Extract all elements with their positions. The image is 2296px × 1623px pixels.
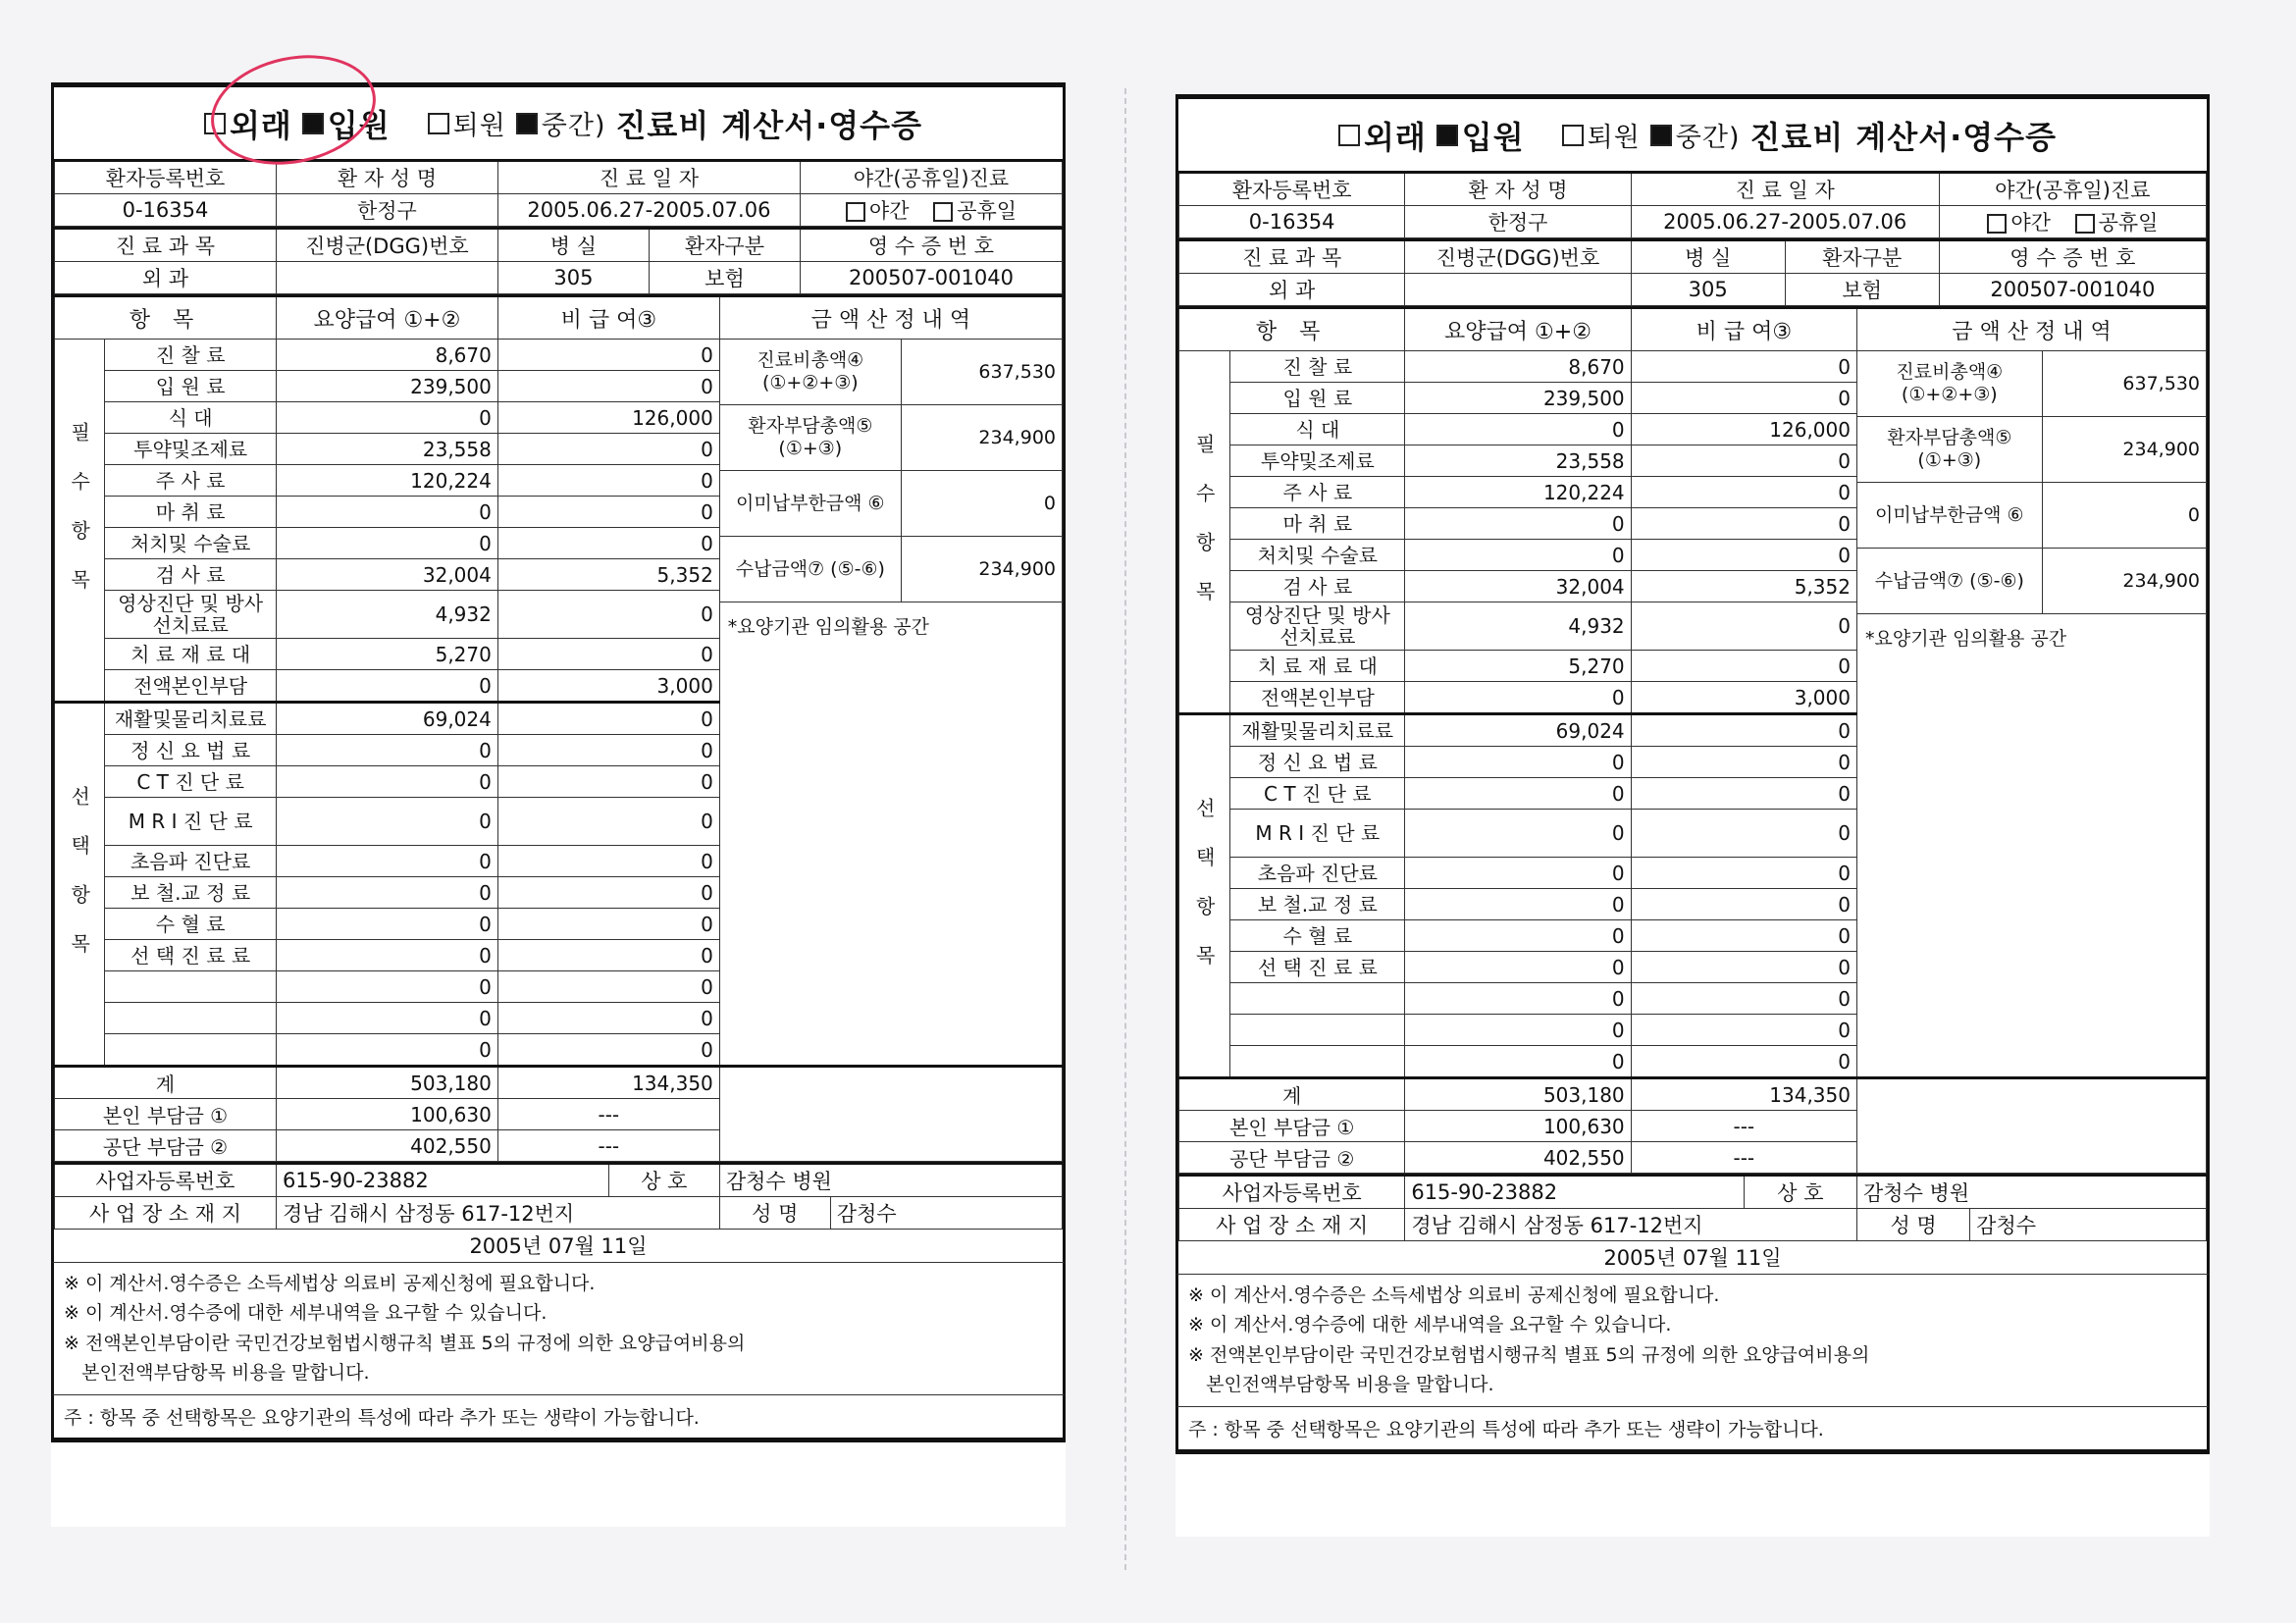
item-covered: 0 [276, 497, 497, 528]
item-covered: 0 [276, 1003, 497, 1034]
item-uncovered: 0 [497, 877, 719, 909]
item-covered: 0 [1405, 810, 1631, 858]
address: 경남 김해시 삼정동 617-12번지 [276, 1197, 719, 1230]
outpatient-checkbox[interactable] [204, 113, 226, 134]
calc-header: 금 액 산 정 내 역 [1856, 308, 2206, 351]
calc-label: 이미납부한금액 ⑥ [720, 471, 902, 537]
item-covered: 5,270 [1405, 651, 1631, 682]
item-label: 검 사 료 [1230, 571, 1405, 602]
item-covered: 23,558 [276, 434, 497, 465]
treatment-info-table [54, 227, 1063, 294]
note-line: ※ 전액본인부담이란 국민건강보험법시행규칙 별표 5의 규정에 의한 요양급여비용의 [64, 1332, 746, 1354]
group-label-optional: 선택항목 [55, 703, 105, 1067]
night-label: 야간 [868, 199, 910, 223]
item-covered: 0 [1405, 778, 1631, 810]
item-covered: 0 [276, 909, 497, 940]
total-covered: 503,180 [1405, 1078, 1631, 1111]
night-holiday [1939, 206, 2206, 238]
item-label: 치 료 재 료 대 [1230, 651, 1405, 682]
group-label-required: 필수항목 [1179, 351, 1230, 714]
item-label: 입 원 료 [1230, 383, 1405, 414]
self-pay-value: 100,630 [276, 1099, 497, 1130]
item-uncovered: 0 [1631, 540, 1856, 571]
calc-label: 환자부담총액⑤ (①+③) [1857, 417, 2042, 483]
note-line: 본인전액부담항목 비용을 말합니다. [1188, 1374, 1494, 1396]
treatment-period: 2005.06.27-2005.07.06 [1631, 206, 1939, 238]
item-label: 선 택 진 료 료 [1230, 952, 1405, 983]
calc-value: 234,900 [2042, 417, 2206, 483]
patient-info-table [1178, 171, 2207, 238]
calc-label: 수납금액⑦ (⑤-⑥) [720, 537, 902, 602]
total-label: 계 [55, 1067, 277, 1099]
item-uncovered: 0 [1631, 477, 1856, 508]
item-label: 치 료 재 료 대 [105, 639, 277, 670]
note-line: ※ 이 계산서.영수증에 대한 세부내역을 요구할 수 있습니다. [1188, 1314, 1672, 1336]
item-label: 정 신 요 법 료 [1230, 747, 1405, 778]
item-label: 입 원 료 [105, 371, 277, 402]
item-covered: 0 [276, 735, 497, 766]
calc-row [1857, 483, 2206, 549]
item-covered: 0 [276, 971, 497, 1003]
receipt-title [1175, 94, 2210, 171]
item-uncovered: 5,352 [497, 559, 719, 591]
item-covered: 0 [1405, 540, 1631, 571]
item-covered: 23,558 [1405, 445, 1631, 477]
group-label-optional: 선택항목 [1179, 714, 1230, 1078]
item-label: 식 대 [1230, 414, 1405, 445]
uncovered-header: 비 급 여③ [497, 296, 719, 340]
item-label: 영상진단 및 방사선치료료 [1230, 602, 1405, 651]
item-label: 처치및 수술료 [105, 528, 277, 559]
item-label: 전액본인부담 [1230, 682, 1405, 714]
note-line: ※ 전액본인부담이란 국민건강보험법시행규칙 별표 5의 규정에 의한 요양급여비용의 [1188, 1343, 1870, 1366]
item-uncovered: 0 [497, 497, 719, 528]
item-header: 항 목 [55, 296, 277, 340]
item-label [105, 971, 277, 1003]
calc-row [720, 537, 1062, 602]
owner-name: 감청수 [1970, 1209, 2207, 1241]
item-label: C T 진 단 료 [105, 766, 277, 798]
calc-label: 수납금액⑦ (⑤-⑥) [1857, 549, 2042, 614]
item-label [1230, 1015, 1405, 1046]
item-covered: 239,500 [276, 371, 497, 402]
public-pay-label: 공단 부담금 ② [1179, 1142, 1405, 1174]
patient-id: 0-16354 [1179, 206, 1405, 238]
calc-panel [719, 340, 1062, 1067]
info-header: 진 료 일 자 [1631, 173, 1939, 206]
info2-header: 진 료 과 목 [55, 229, 277, 262]
calc-table [1857, 351, 2206, 614]
item-label: M R I 진 단 료 [105, 798, 277, 846]
item-label: 투약및조제료 [1230, 445, 1405, 477]
total-uncovered: 134,350 [1631, 1078, 1856, 1111]
item-covered: 0 [1405, 508, 1631, 540]
public-pay-dash: --- [1631, 1142, 1856, 1174]
calc-panel [1856, 351, 2206, 1078]
item-label: 마 취 료 [1230, 508, 1405, 540]
item-label [1230, 983, 1405, 1015]
receipt-left [51, 82, 1066, 1527]
trade-name: 감청수 병원 [1857, 1176, 2207, 1209]
item-uncovered: 0 [1631, 952, 1856, 983]
item-uncovered: 0 [497, 528, 719, 559]
item-uncovered: 126,000 [1631, 414, 1856, 445]
item-uncovered: 0 [1631, 714, 1856, 747]
info-header: 야간(공휴일)진료 [1939, 173, 2206, 206]
interim-checkbox[interactable] [1650, 125, 1672, 146]
item-covered: 32,004 [1405, 571, 1631, 602]
item-uncovered: 0 [497, 434, 719, 465]
trade-name: 감청수 병원 [719, 1164, 1062, 1197]
treatment-info-table [1178, 238, 2207, 306]
total-uncovered: 134,350 [497, 1067, 719, 1099]
info2-header: 영 수 증 번 호 [1939, 240, 2206, 274]
discharge-label: 퇴원 [1587, 123, 1641, 153]
info-header: 진 료 일 자 [497, 161, 800, 194]
info-header: 야간(공휴일)진료 [800, 161, 1062, 194]
note-line: ※ 이 계산서.영수증은 소득세법상 의료비 공제신청에 필요합니다. [64, 1273, 596, 1294]
item-covered: 0 [1405, 889, 1631, 920]
owner-label: 성 명 [719, 1197, 830, 1230]
department: 외 과 [55, 262, 277, 294]
item-covered: 0 [276, 798, 497, 846]
item-covered: 0 [1405, 920, 1631, 952]
item-uncovered: 0 [1631, 651, 1856, 682]
item-label: 수 혈 료 [1230, 920, 1405, 952]
item-uncovered: 0 [1631, 889, 1856, 920]
inpatient-label: 입원 [327, 106, 391, 144]
charges-table [1178, 306, 2207, 1174]
inpatient-label: 입원 [1461, 118, 1525, 156]
item-covered: 0 [1405, 682, 1631, 714]
calc-value: 637,530 [901, 340, 1062, 405]
covered-header: 요양급여 ①+② [1405, 308, 1631, 351]
note-line: ※ 이 계산서.영수증은 소득세법상 의료비 공제신청에 필요합니다. [1188, 1284, 1720, 1306]
item-uncovered: 0 [497, 1034, 719, 1067]
inpatient-checkbox[interactable] [1436, 125, 1458, 146]
item-uncovered: 0 [1631, 602, 1856, 651]
info2-header: 환자구분 [649, 229, 800, 262]
info-header: 환 자 성 명 [1405, 173, 1631, 206]
biz-no-label: 사업자등록번호 [1179, 1176, 1405, 1209]
item-uncovered: 0 [497, 798, 719, 846]
total-label: 계 [1179, 1078, 1405, 1111]
item-header: 항 목 [1179, 308, 1405, 351]
info-header: 환자등록번호 [55, 161, 277, 194]
item-covered: 239,500 [1405, 383, 1631, 414]
covered-header: 요양급여 ①+② [276, 296, 497, 340]
document-title: 진료비 계산서·영수증 [1749, 118, 2058, 156]
item-covered: 32,004 [276, 559, 497, 591]
item-uncovered: 0 [497, 766, 719, 798]
item-covered: 5,270 [276, 639, 497, 670]
room-number: 305 [1631, 274, 1785, 306]
group-label-required: 필수항목 [55, 340, 105, 703]
item-label: 초음파 진단료 [1230, 858, 1405, 889]
item-covered: 0 [1405, 1046, 1631, 1078]
holiday-label: 공휴일 [957, 199, 1018, 223]
item-label: 투약및조제료 [105, 434, 277, 465]
calc-label: 진료비총액④ (①+②+③) [720, 340, 902, 405]
calc-row [1857, 351, 2206, 417]
item-uncovered: 5,352 [1631, 571, 1856, 602]
item-uncovered: 0 [1631, 1015, 1856, 1046]
inpatient-checkbox[interactable] [302, 113, 324, 134]
item-covered: 0 [1405, 747, 1631, 778]
item-uncovered: 0 [497, 340, 719, 371]
item-covered: 4,932 [276, 591, 497, 639]
public-pay-value: 402,550 [1405, 1142, 1631, 1174]
item-label: 재활및물리치료료 [105, 703, 277, 735]
memo-area: *요양기관 임의활용 공간 [727, 616, 929, 638]
item-uncovered: 0 [1631, 858, 1856, 889]
item-label: 주 사 료 [1230, 477, 1405, 508]
item-label: 전액본인부담 [105, 670, 277, 703]
info2-header: 진병군(DGG)번호 [1405, 240, 1631, 274]
discharge-checkbox[interactable] [428, 113, 449, 134]
item-uncovered: 0 [497, 639, 719, 670]
item-uncovered: 0 [497, 909, 719, 940]
notes [1175, 1275, 2210, 1406]
receipt-number: 200507-001040 [800, 262, 1062, 294]
business-table [54, 1162, 1063, 1230]
info2-header: 진 료 과 목 [1179, 240, 1405, 274]
address: 경남 김해시 삼정동 617-12번지 [1405, 1209, 1857, 1241]
biz-no-label: 사업자등록번호 [55, 1164, 277, 1197]
item-uncovered: 0 [1631, 810, 1856, 858]
item-label: C T 진 단 료 [1230, 778, 1405, 810]
item-label: 초음파 진단료 [105, 846, 277, 877]
calc-value: 234,900 [901, 537, 1062, 602]
discharge-label: 퇴원 [452, 111, 506, 141]
item-uncovered: 126,000 [497, 402, 719, 434]
self-pay-dash: --- [1631, 1111, 1856, 1142]
note-line: ※ 이 계산서.영수증에 대한 세부내역을 요구할 수 있습니다. [64, 1302, 548, 1325]
outpatient-label: 외래 [229, 106, 292, 144]
calc-blank [1856, 1078, 2206, 1174]
self-pay-label: 본인 부담금 ① [55, 1099, 277, 1130]
item-covered: 0 [276, 1034, 497, 1067]
item-uncovered: 0 [497, 940, 719, 971]
item-uncovered: 0 [1631, 383, 1856, 414]
item-uncovered: 0 [1631, 778, 1856, 810]
calc-value: 0 [901, 471, 1062, 537]
dgg-number [276, 262, 497, 294]
item-uncovered: 0 [497, 371, 719, 402]
self-pay-label: 본인 부담금 ① [1179, 1111, 1405, 1142]
item-covered: 0 [1405, 952, 1631, 983]
item-covered: 0 [276, 846, 497, 877]
info2-header: 병 실 [497, 229, 649, 262]
calc-row [1857, 549, 2206, 614]
outpatient-checkbox[interactable] [1338, 125, 1360, 146]
footer-note: 주 : 항목 중 선택항목은 요양기관의 특성에 따라 추가 또는 생략이 가능합니다. [51, 1394, 1066, 1442]
item-covered: 0 [276, 766, 497, 798]
footer-note: 주 : 항목 중 선택항목은 요양기관의 특성에 따라 추가 또는 생략이 가능합니다. [1175, 1406, 2210, 1454]
item-label: 처치및 수술료 [1230, 540, 1405, 571]
night-checkbox[interactable] [1987, 214, 2007, 234]
calc-blank [719, 1067, 1062, 1162]
discharge-checkbox[interactable] [1562, 125, 1584, 146]
item-covered: 8,670 [1405, 351, 1631, 383]
self-pay-dash: --- [497, 1099, 719, 1130]
item-uncovered: 0 [1631, 508, 1856, 540]
self-pay-value: 100,630 [1405, 1111, 1631, 1142]
item-label: 정 신 요 법 료 [105, 735, 277, 766]
item-label: 보 철.교 정 료 [1230, 889, 1405, 920]
item-uncovered: 0 [497, 465, 719, 497]
item-label: 마 취 료 [105, 497, 277, 528]
item-covered: 0 [1405, 858, 1631, 889]
calc-label: 이미납부한금액 ⑥ [1857, 483, 2042, 549]
issue-date: 2005년 07월 11일 [51, 1230, 1066, 1263]
uncovered-header: 비 급 여③ [1631, 308, 1856, 351]
calc-value: 0 [2042, 483, 2206, 549]
item-label: 검 사 료 [105, 559, 277, 591]
address-label: 사 업 장 소 재 지 [1179, 1209, 1405, 1241]
calc-row [720, 471, 1062, 537]
interim-checkbox[interactable] [516, 113, 538, 134]
calc-value: 234,900 [901, 405, 1062, 471]
item-label: 식 대 [105, 402, 277, 434]
calc-header: 금 액 산 정 내 역 [719, 296, 1062, 340]
item-label: 선 택 진 료 료 [105, 940, 277, 971]
interim-label: 중간) [541, 111, 606, 141]
item-label: 진 찰 료 [1230, 351, 1405, 383]
outpatient-label: 외래 [1363, 118, 1427, 156]
night-label: 야간 [2010, 211, 2051, 235]
holiday-checkbox[interactable] [2075, 214, 2095, 234]
address-label: 사 업 장 소 재 지 [55, 1197, 277, 1230]
item-uncovered: 0 [497, 735, 719, 766]
item-covered: 0 [276, 670, 497, 703]
receipt-title [51, 82, 1066, 159]
patient-type: 보험 [649, 262, 800, 294]
item-uncovered: 0 [1631, 747, 1856, 778]
public-pay-dash: --- [497, 1130, 719, 1162]
trade-label: 상 호 [608, 1164, 719, 1197]
item-uncovered: 0 [497, 846, 719, 877]
owner-name: 감청수 [830, 1197, 1062, 1230]
calc-value: 637,530 [2042, 351, 2206, 417]
info-header: 환 자 성 명 [276, 161, 497, 194]
total-covered: 503,180 [276, 1067, 497, 1099]
item-covered: 4,932 [1405, 602, 1631, 651]
item-label [105, 1034, 277, 1067]
calc-label: 환자부담총액⑤ (①+③) [720, 405, 902, 471]
calc-row [1857, 417, 2206, 483]
department: 외 과 [1179, 274, 1405, 306]
interim-label: 중간) [1675, 123, 1741, 153]
issue-date: 2005년 07월 11일 [1175, 1241, 2210, 1275]
item-label [1230, 1046, 1405, 1078]
item-covered: 0 [276, 940, 497, 971]
item-covered: 0 [1405, 1015, 1631, 1046]
receipt-right [1175, 94, 2210, 1537]
note-line: 본인전액부담항목 비용을 말합니다. [64, 1362, 370, 1385]
room-number: 305 [497, 262, 649, 294]
patient-name: 한정구 [276, 194, 497, 227]
item-uncovered: 0 [497, 971, 719, 1003]
item-covered: 120,224 [1405, 477, 1631, 508]
info2-header: 영 수 증 번 호 [800, 229, 1062, 262]
treatment-period: 2005.06.27-2005.07.06 [497, 194, 800, 227]
info2-header: 병 실 [1631, 240, 1785, 274]
item-uncovered: 0 [497, 591, 719, 639]
trade-label: 상 호 [1744, 1176, 1856, 1209]
item-covered: 0 [1405, 414, 1631, 445]
fold-line [1124, 88, 1126, 1570]
item-uncovered: 0 [1631, 1046, 1856, 1078]
dgg-number [1405, 274, 1631, 306]
calc-row [720, 405, 1062, 471]
document-title: 진료비 계산서·영수증 [615, 106, 923, 144]
item-uncovered: 0 [497, 1003, 719, 1034]
item-label: 수 혈 료 [105, 909, 277, 940]
patient-type: 보험 [1785, 274, 1939, 306]
item-uncovered: 0 [1631, 983, 1856, 1015]
patient-id: 0-16354 [55, 194, 277, 227]
item-label: 보 철.교 정 료 [105, 877, 277, 909]
item-covered: 0 [276, 402, 497, 434]
item-covered: 0 [276, 877, 497, 909]
item-covered: 120,224 [276, 465, 497, 497]
info-header: 환자등록번호 [1179, 173, 1405, 206]
night-holiday [800, 194, 1062, 227]
item-label: M R I 진 단 료 [1230, 810, 1405, 858]
item-covered: 0 [1405, 983, 1631, 1015]
item-covered: 69,024 [276, 703, 497, 735]
biz-no: 615-90-23882 [1405, 1176, 1745, 1209]
notes [51, 1263, 1066, 1394]
item-uncovered: 3,000 [497, 670, 719, 703]
item-uncovered: 0 [1631, 351, 1856, 383]
item-covered: 69,024 [1405, 714, 1631, 747]
calc-table [720, 340, 1062, 602]
item-covered: 8,670 [276, 340, 497, 371]
public-pay-label: 공단 부담금 ② [55, 1130, 277, 1162]
memo-area: *요양기관 임의활용 공간 [1864, 628, 2067, 650]
item-label [105, 1003, 277, 1034]
calc-row [720, 340, 1062, 405]
item-label: 영상진단 및 방사선치료료 [105, 591, 277, 639]
owner-label: 성 명 [1857, 1209, 1970, 1241]
night-checkbox[interactable] [846, 202, 865, 222]
calc-value: 234,900 [2042, 549, 2206, 614]
holiday-label: 공휴일 [2098, 211, 2159, 235]
item-uncovered: 0 [1631, 920, 1856, 952]
patient-name: 한정구 [1405, 206, 1631, 238]
receipt-number: 200507-001040 [1939, 274, 2206, 306]
item-uncovered: 0 [1631, 445, 1856, 477]
item-uncovered: 0 [497, 703, 719, 735]
item-label: 재활및물리치료료 [1230, 714, 1405, 747]
info2-header: 진병군(DGG)번호 [276, 229, 497, 262]
charges-table [54, 294, 1063, 1162]
biz-no: 615-90-23882 [276, 1164, 608, 1197]
item-label: 진 찰 료 [105, 340, 277, 371]
holiday-checkbox[interactable] [933, 202, 953, 222]
business-table [1178, 1174, 2207, 1241]
patient-info-table [54, 159, 1063, 227]
public-pay-value: 402,550 [276, 1130, 497, 1162]
calc-label: 진료비총액④ (①+②+③) [1857, 351, 2042, 417]
item-label: 주 사 료 [105, 465, 277, 497]
info2-header: 환자구분 [1785, 240, 1939, 274]
item-uncovered: 3,000 [1631, 682, 1856, 714]
item-covered: 0 [276, 528, 497, 559]
